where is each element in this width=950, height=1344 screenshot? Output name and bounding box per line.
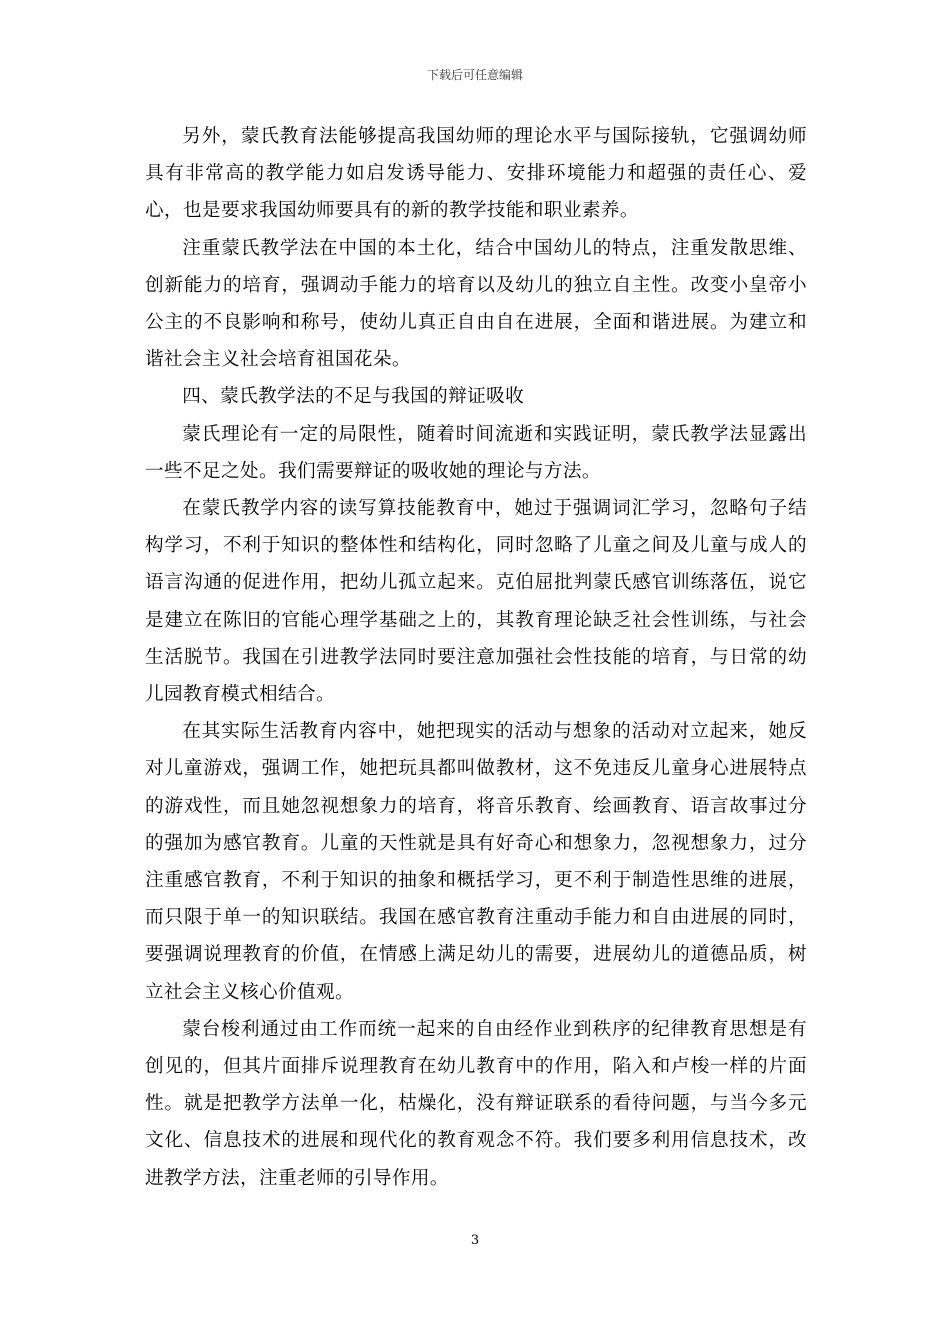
- paragraph-6: 蒙台梭利通过由工作而统一起来的自由经作业到秩序的纪律教育思想是有创见的，但其片面排斥说理教育在幼儿教育中的作用，陷入和卢梭一样的片面性。就是把教学方法单一化，枯燥化，没有辩证联系的看待问题，与当今多元文化、信息技术的进展和现代化的教育观念不符。我们要多利用信息技术，改进教学方法，注重老师的引导作用。: [145, 1018, 807, 1189]
- section-heading: 四、蒙氏教学法的不足与我国的辩证吸收: [182, 386, 525, 408]
- paragraph-3: 蒙氏理论有一定的局限性，随着时间流逝和实践证明，蒙氏教学法显露出一些不足之处。我们需要辩证的吸收她的理论与方法。: [145, 423, 807, 482]
- paragraph-2: 注重蒙氏教学法在中国的本土化，结合中国幼儿的特点，注重发散思维、创新能力的培育，强调动手能力的培育以及幼儿的独立自主性。改变小皇帝小公主的不良影响和称号，使幼儿真正自由自在进展，全面和谐进展。为建立和谐社会主义社会培育祖国花朵。: [145, 237, 807, 371]
- page-header: 下载后可任意编辑: [426, 68, 523, 82]
- paragraph-5: 在其实际生活教育内容中，她把现实的活动与想象的活动对立起来，她反对儿童游戏，强调工作，她把玩具都叫做教材，这不免违反儿童身心进展特点的游戏性，而且她忽视想象力的培育，将音乐教育、绘画教育、语言故事过分的强加为感官教育。儿童的天性就是具有好奇心和想象力，忽视想象力，过分注重感官教育，不利于知识的抽象和概括学习，更不利于制造性思维的进展，而只限于单一的知识联结。我国在感官教育注重动手能力和自由进展的同时，要强调说理教育的价值，在情感上满足幼儿的需要，进展幼儿的道德品质，树立社会主义核心价值观。: [145, 721, 807, 1003]
- document-body: [145, 118, 807, 1197]
- paragraph-4: 在蒙氏教学内容的读写算技能教育中，她过于强调词汇学习，忽略句子结构学习，不利于知识的整体性和结构化，同时忽略了儿童之间及儿童与成人的语言沟通的促进作用，把幼儿孤立起来。克伯屈批判蒙氏感官训练落伍，说它是建立在陈旧的官能心理学基础之上的，其教育理论缺乏社会性训练，与社会生活脱节。我国在引进教学法同时要注意加强社会性技能的培育，与日常的幼儿园教育模式相结合。: [145, 498, 807, 706]
- paragraph-1: 另外，蒙氏教育法能够提高我国幼师的理论水平与国际接轨，它强调幼师具有非常高的教学能力如启发诱导能力、安排环境能力和超强的责任心、爱心，也是要求我国幼师要具有的新的教学技能和职业素养。: [145, 126, 807, 222]
- page-number: 3: [470, 1233, 480, 1248]
